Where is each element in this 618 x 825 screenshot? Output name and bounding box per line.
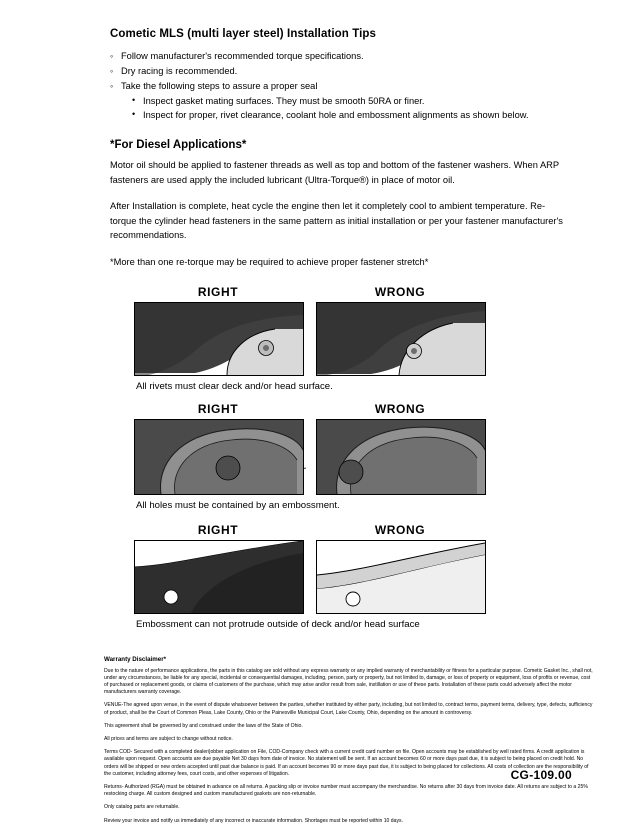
warranty-section [104,656,594,825]
retorque-note: *More than one re-torque may be required to achieve proper fastener stretch* [110,256,429,267]
list-item [110,79,584,122]
warranty-paragraph: This agreement shall be governed by and construed under the laws of the State of Ohio. [104,722,303,729]
figure-wrong-rivets [316,285,484,376]
figure-image-right-rivets [134,302,304,376]
figure-label-wrong: WRONG [374,401,426,416]
figure-wrong-embossment [316,402,484,495]
diesel-paragraph-1: Motor oil should be applied to fastener threads as well as top and bottom of the fastener washers. When ARP fasteners are used apply the included lubricant (Ultra-Torque®) in place of motor oil. [110,160,559,185]
figure-image-right-protrude [134,540,304,614]
figures-section [34,285,584,630]
sub-list-item-label: Inspect gasket mating surfaces. They must be smooth 50RA or finer. [143,96,425,106]
figure-caption-protrude: Embossment can not protrude outside of deck and/or head surface [136,618,420,630]
warranty-paragraph: Review your invoice and notify us immediately of any incorrect or inaccurate information. Shortages must be reported within 10 days. [104,817,403,824]
page-title: Cometic MLS (multi layer steel) Installation Tips [110,28,377,40]
sub-list-item [132,94,584,108]
figure-caption-wrap-protrude [134,619,484,630]
figure-caption-wrap-rivets [134,381,484,392]
figure-label-right: RIGHT [197,522,239,537]
list-item-label: Follow manufacturer's recommended torque specifications. [121,51,364,61]
figure-caption-wrap-embossment [134,500,484,511]
figure-label-right: RIGHT [197,284,239,299]
figure-image-wrong-protrude [316,540,486,614]
figure-image-wrong-rivets [316,302,486,376]
figure-image-right-embossment [134,419,304,495]
diesel-section-heading: *For Diesel Applications* [110,139,247,151]
document-number: CG-109.00 [510,768,572,782]
list-item-label: Dry racing is recommended. [121,66,238,76]
figure-caption-embossment: All holes must be contained by an embossment. [136,499,340,511]
figure-right-rivets [134,285,302,376]
sub-list [121,94,584,122]
warranty-paragraph: Terms COD- Secured with a completed dealer/jobber application on File, COD-Company check with a current credit card number on file. Open accounts may be established by well rated firms. A credit application is available upon request. Open accounts are due payable Net 30 days from date of invoice. No statement will be sent. If an account becomes 60 or more days past due, it is subject to being placed on credit hold. No orders will be shipped or new orders accepted until past due balance is paid. If an account becomes 90 or more days past due, it is subject to being placed for collections. All costs of collection are the responsibility of the customer, including attorney fees, court costs, and other expenses of litigation. [104,749,589,777]
list-item [110,49,584,63]
warranty-paragraph: All prices and terms are subject to change without notice. [104,735,233,742]
list-item [110,64,584,78]
figure-right-protrude [134,523,302,614]
diesel-paragraph-2: After Installation is complete, heat cycle the engine then let it completely cool to ambient temperature. Re-torque the cylinder head fasteners in the same pattern as initial installation or per your fastener manufacturer's recommendations. [110,201,563,240]
figure-label-wrong: WRONG [374,522,426,537]
warranty-paragraph: Only catalog parts are returnable. [104,804,180,811]
sub-list-item [132,108,584,122]
figure-caption-rivets: All rivets must clear deck and/or head surface. [136,380,333,392]
figure-wrong-protrude [316,523,484,614]
figure-label-right: RIGHT [197,401,239,416]
installation-tips-list [110,49,584,122]
figure-row-protrude [34,523,584,614]
figure-image-wrong-embossment [316,419,486,495]
sub-list-item-label: Inspect for proper, rivet clearance, coolant hole and embossment alignments as shown below. [143,110,529,120]
warranty-paragraph: VENUE-The agreed upon venue, in the event of dispute whatsoever between the parties, whether instituted by either party, including, but not limited to, contract terms, payment terms, delivery, type, defects, sufficiency of product, shall be the Court of Common Pleas, Lake County, Ohio or the Painesville Municipal Court, Lake County, Ohio, depending on the amount in controversy. [104,702,593,716]
warranty-heading: Warranty Disclaimer* [104,655,167,663]
list-item-label: Take the following steps to assure a proper seal [121,81,318,91]
figure-row-rivets [34,285,584,376]
figure-label-wrong: WRONG [374,284,426,299]
warranty-paragraph: Due to the nature of performance applications, the parts in this catalog are sold without any express warranty or any implied warranty of merchantability or fitness for a particular purpose. Cometic Gasket Inc., shall not, under any circumstances, be liable for any special, incidental or consequential damages, including, person, party or property, but not limited to, damage, or loss of property or equipment, loss of profits or revenue, cost of purchased or replacement goods, or claims of customers of the purchase, which may arise and/or result from sale, instillation or use of these parts. Installation of these parts could adversely affect the motor manufacturers warranty coverage. [104,667,593,696]
warranty-paragraph: Returns- Authorized (RGA) must be obtained in advance on all returns. A packing slip or invoice number must accompany the merchandise. No returns after 30 days from invoice date. All returns are subject to a 25% restocking charge. All custom designed and custom manufactured gaskets are non-returnable. [104,783,588,798]
